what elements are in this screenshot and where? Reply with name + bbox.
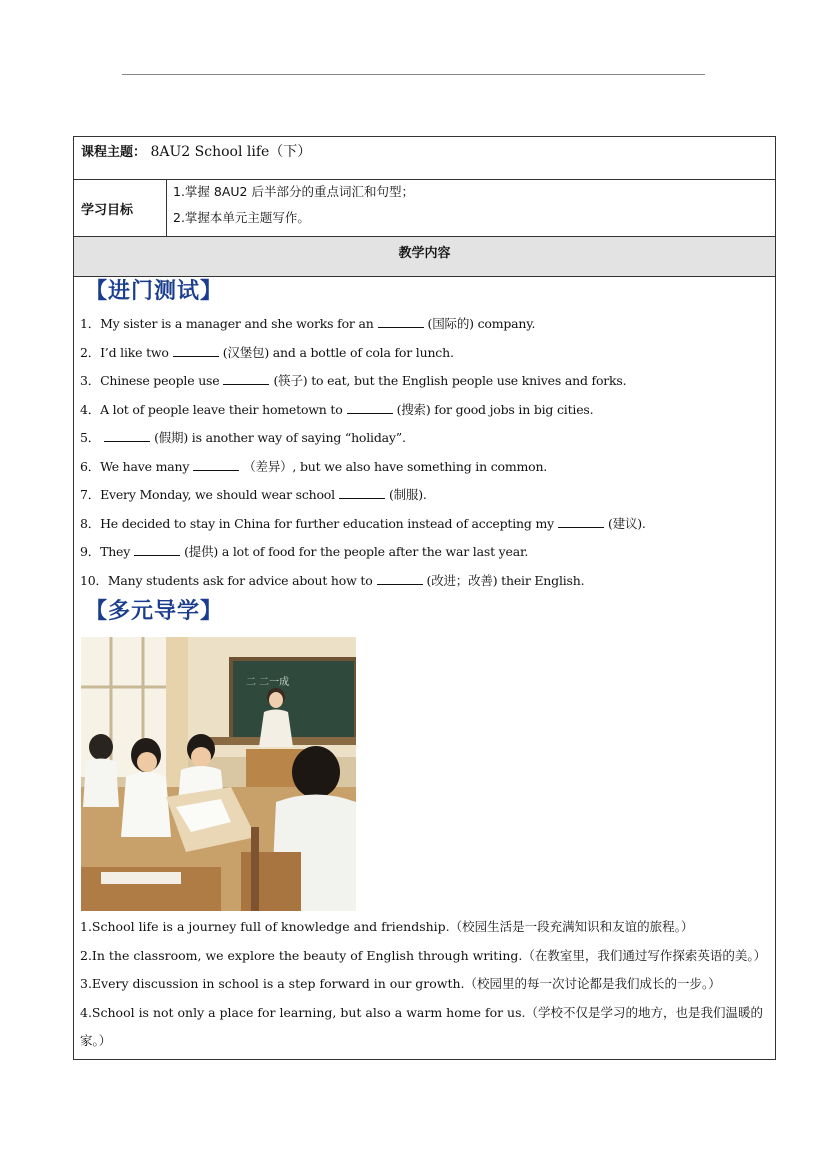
topic-row: [74, 137, 775, 180]
answer-blank[interactable]: [104, 427, 150, 442]
example-sentences: [80, 913, 769, 1056]
sentence-item: 3.Every discussion in school is a step forward in our growth.（校园里的每一次讨论都是我们成长的一步。）: [80, 976, 721, 991]
goals-list: [167, 180, 414, 236]
board-text: 二 二一成: [246, 677, 290, 688]
content-heading: 教学内容: [74, 237, 775, 277]
exercise-item: 5． (假期) is another way of saying “holiday”.: [80, 424, 769, 453]
lesson-table: [73, 136, 776, 1060]
exercise-item: 6．We have many （差异）, but we also have something in common.: [80, 453, 769, 482]
classroom-photo: [81, 637, 356, 911]
answer-blank[interactable]: [193, 456, 239, 471]
goal-item: 2.掌握本单元主题写作。: [173, 210, 310, 225]
answer-blank[interactable]: [173, 342, 219, 357]
goal-item: 1.掌握 8AU2 后半部分的重点词汇和句型；: [173, 184, 414, 199]
answer-blank[interactable]: [558, 513, 604, 528]
guided-learning-title: 【多元导学】: [85, 599, 224, 624]
exercise-item: 7．Every Monday, we should wear school (制服).: [80, 481, 769, 510]
exercise-item: 8．He decided to stay in China for further education instead of accepting my (建议).: [80, 510, 769, 539]
answer-blank[interactable]: [378, 313, 424, 328]
exercise-list: [80, 310, 769, 595]
sentence-item: 2.In the classroom, we explore the beauty of English through writing.（在教室里，我们通过写作探索英语的美。）: [80, 947, 767, 963]
goals-label: 学习目标: [74, 180, 167, 236]
exercise-item: 4．A lot of people leave their hometown to (搜索) for good jobs in big cities.: [80, 396, 769, 425]
answer-blank[interactable]: [339, 484, 385, 499]
topic-label: 课程主题：: [81, 145, 147, 160]
answer-blank[interactable]: [347, 399, 393, 414]
goals-row: [74, 180, 775, 237]
header-rule: [122, 74, 705, 75]
answer-blank[interactable]: [134, 541, 180, 556]
answer-blank[interactable]: [377, 570, 423, 585]
exercise-item: 2．I’d like two (汉堡包) and a bottle of cola for lunch.: [80, 339, 769, 368]
content-body: [74, 277, 775, 1059]
sentence-item: 4.School is not only a place for learning, but also a warm home for us.（学校不仅是学习的地方，也是我们温暖的家。）: [80, 1004, 763, 1048]
exercise-item: 9．They (提供) a lot of food for the people after the war last year.: [80, 538, 769, 567]
exercise-item: 10．Many students ask for advice about how to (改进；改善) their English.: [80, 567, 769, 596]
entry-test-title: 【进门测试】: [85, 279, 224, 304]
sentence-item: 1.School life is a journey full of knowledge and friendship.（校园生活是一段充满知识和友谊的旅程。）: [80, 919, 694, 934]
exercise-item: 3．Chinese people use (筷子) to eat, but the English people use knives and forks.: [80, 367, 769, 396]
exercise-item: 1．My sister is a manager and she works for an (国际的) company.: [80, 310, 769, 339]
classroom-illustration: [81, 637, 356, 911]
answer-blank[interactable]: [223, 370, 269, 385]
topic-value: 8AU2 School life（下）: [150, 144, 312, 160]
